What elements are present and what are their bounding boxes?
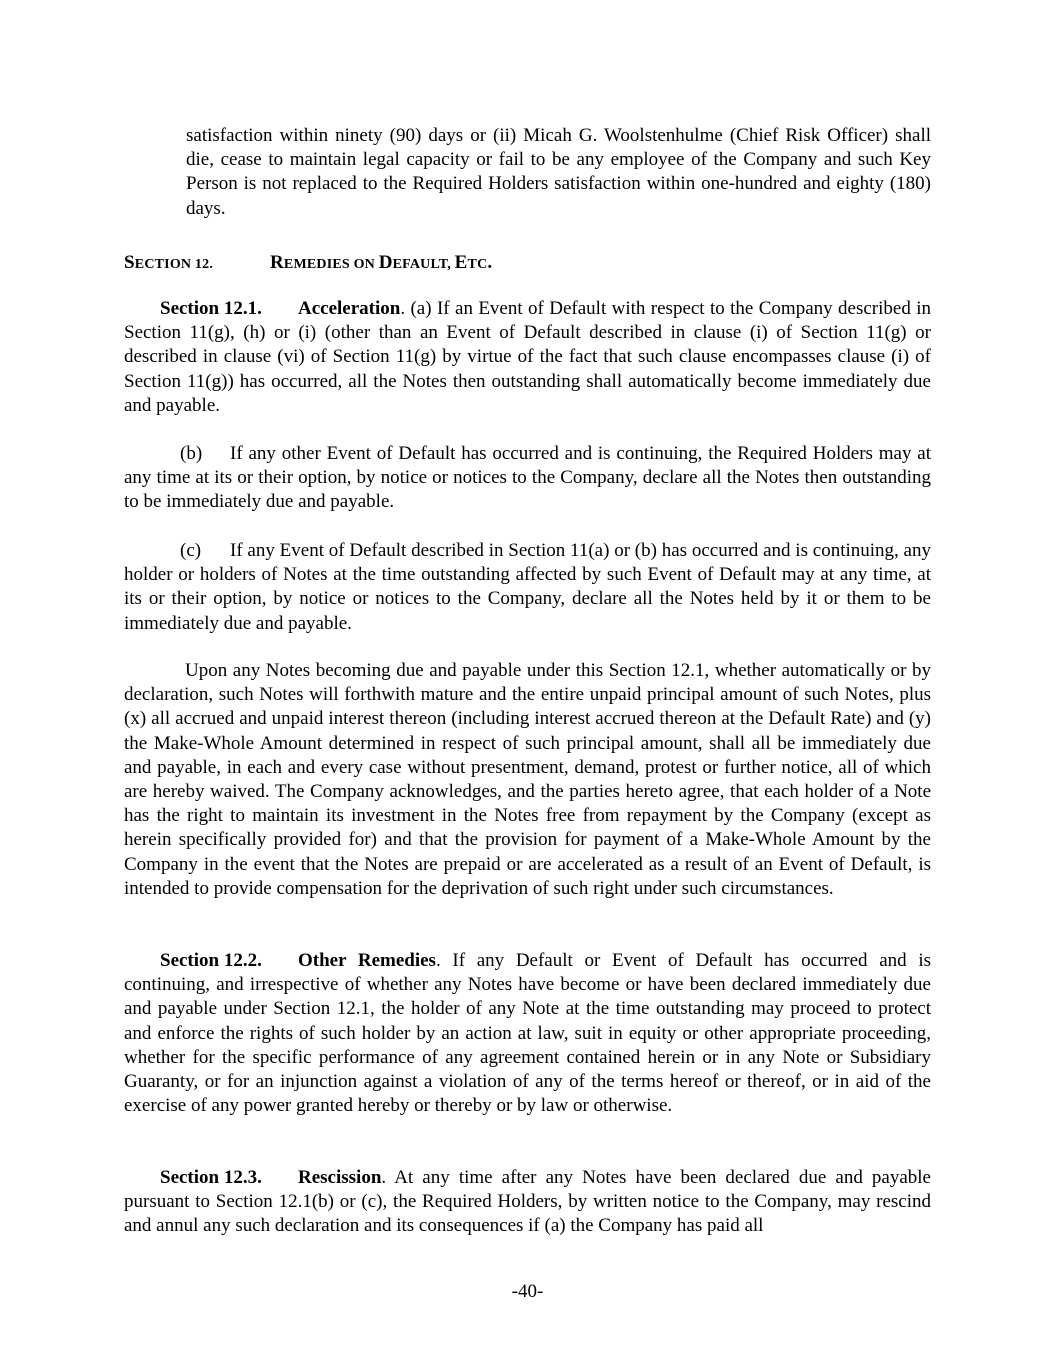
- section-12-3-title: Rescission: [298, 1167, 382, 1188]
- section-12-1-paragraph-c: [124, 539, 931, 636]
- section-heading-title: REMEDIES ON DEFAULT, ETC.: [270, 252, 493, 273]
- section-12-1-text-a: . (a) If an Event of Default with respect to the Company described in Section 11(g), (h) or (i) (other than an Event of Default described in clause (i) of Section 11(g) or described in clause (vi) of Section 11(g) by virtue of the fact that such clause encompasses clause (i) of Section 11(g)) has occurred, all the Notes then outstanding shall automatically become immediately due and payable.: [124, 298, 931, 416]
- paragraph-b-label: (b): [180, 443, 203, 464]
- section-12-2-title: Other Remedies: [298, 950, 436, 971]
- section-12-2-number: Section 12.2.: [160, 950, 262, 971]
- section-12-2-text: . If any Default or Event of Default has occurred and is continuing, and irrespective of whether any Notes have become or have been declared immediately due and payable under Section 12.1, the holder of any Note at the time outstanding may proceed to protect and enforce the rights of such holder by an action at law, suit in equity or other appropriate proceeding, whether for the specific performance of any agreement contained herein or in any Note or Subsidiary Guaranty, or for an injunction against a violation of any of the terms hereof or thereof, or in aid of the exercise of any power granted hereby or thereby or by law or otherwise.: [124, 950, 931, 1117]
- section-12-1-paragraph-a: [124, 297, 931, 418]
- section-12-1-title: Acceleration: [298, 298, 401, 319]
- upon-paragraph-text: Upon any Notes becoming due and payable under this Section 12.1, whether automatically or by declaration, such Notes will forthwith mature and the entire unpaid principal amount of such Notes, plus (x) all accrued and unpaid interest thereon (including interest accrued thereon at the Default Rate) and (y) the Make-Whole Amount determined in respect of such principal amount, shall all be immediately due and payable, in each and every case without presentment, demand, protest or further notice, all of which are hereby waived. The Company acknowledges, and the parties hereto agree, that each holder of a Note has the right to maintain its investment in the Notes free from repayment by the Company (except as herein specifically provided for) and that the provision for payment of a Make-Whole Amount by the Company in the event that the Notes are prepaid or are accelerated as a result of an Event of Default, is intended to provide compensation for the deprivation of such right under such circumstances.: [124, 660, 931, 899]
- section-12-3-text: . At any time after any Notes have been declared due and payable pursuant to Section 12.1(b) or (c), the Required Holders, by written notice to the Company, may rescind and annul any such declaration and its consequences if (a) the Company has paid all: [124, 1167, 931, 1237]
- paragraph-c-label: (c): [180, 540, 202, 561]
- carryover-paragraph: satisfaction within ninety (90) days or (ii) Micah G. Woolstenhulme (Chief Risk Officer) shall die, cease to maintain legal capacity or fail to be any employee of the Company and such Key Person is not replaced to the Required Holders satisfaction within one-hundred and eighty (180) days.: [186, 125, 931, 219]
- section-12-1-paragraph-b: [124, 442, 931, 515]
- paragraph-c-text: If any Event of Default described in Section 11(a) or (b) has occurred and is continuing, any holder or holders of Notes at the time outstanding affected by such Event of Default may at any time, at its or their option, by notice or notices to the Company, declare all the Notes held by it or them to be immediately due and payable.: [124, 540, 931, 634]
- section-12-3-number: Section 12.3.: [160, 1167, 262, 1188]
- section-12-1-number: Section 12.1.: [160, 298, 262, 319]
- paragraph-b-text: If any other Event of Default has occurred and is continuing, the Required Holders may at any time at its or their option, by notice or notices to the Company, declare all the Notes then outstanding to be immediately due and payable.: [124, 443, 931, 513]
- section-12-2-paragraph: [124, 949, 931, 1118]
- section-12-3-paragraph: [124, 1166, 931, 1239]
- section-heading-number: SECTION 12.: [124, 252, 214, 273]
- section-heading: [124, 251, 492, 277]
- section-12-1-upon-paragraph: [124, 659, 931, 901]
- page-number: -40-: [511, 1281, 544, 1302]
